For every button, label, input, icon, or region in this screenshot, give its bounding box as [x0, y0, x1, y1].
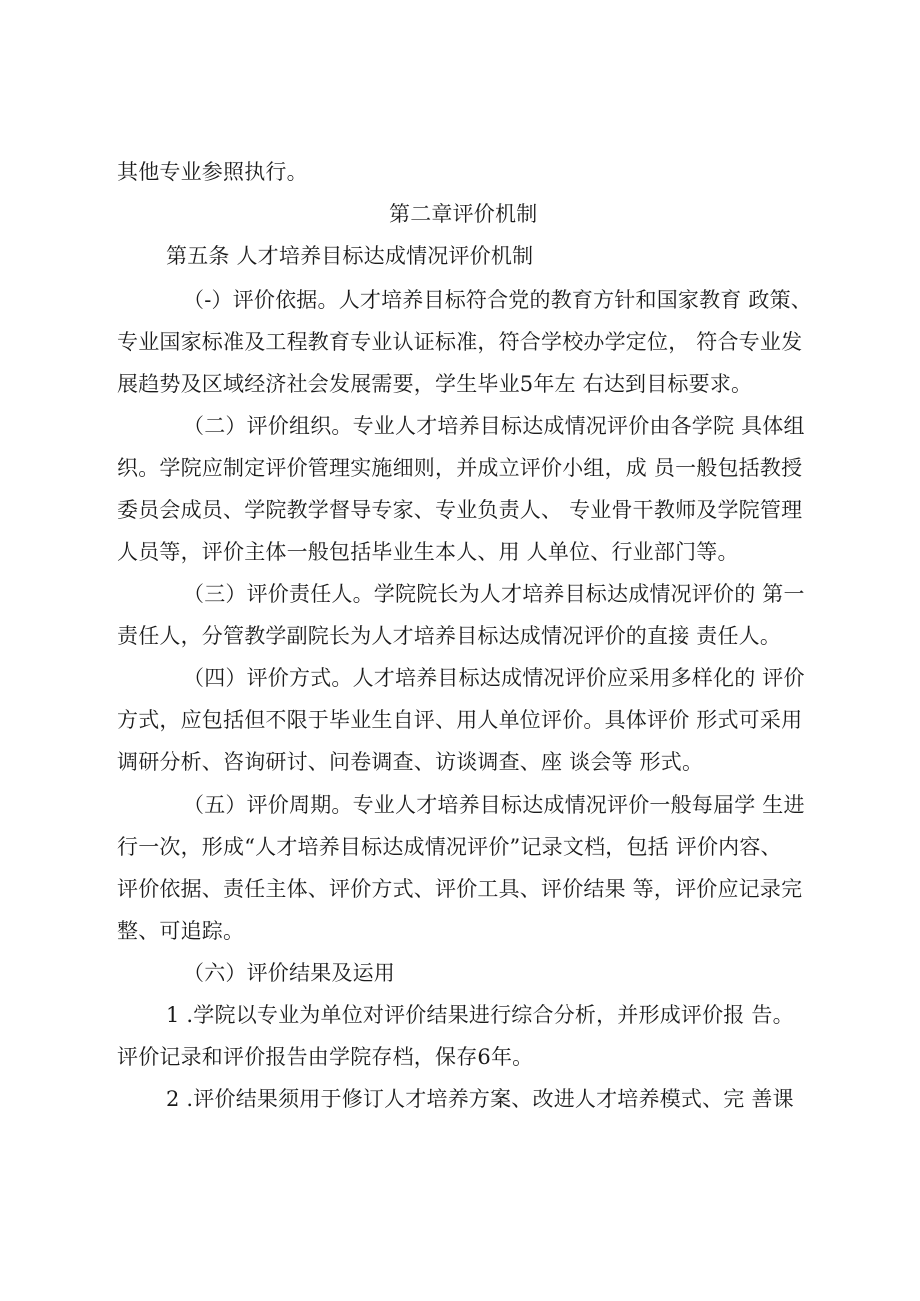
paragraph-line: 人员等，评价主体一般包括毕业生本人、用 人单位、行业部门等。 [117, 540, 739, 564]
paragraph-line: 行一次，形成“人才培养目标达成情况评价”记录文档，包括 评价内容、 [117, 835, 782, 859]
paragraph-line: 调研分析、咨询研讨、问卷调查、访谈调查、座 谈会等 形式。 [117, 750, 704, 774]
paragraph-line: 评价依据、责任主体、评价方式、评价工具、评价结果 等，评价应记录完 [117, 877, 803, 901]
chapter-heading: 第二章评价机制 [389, 202, 538, 226]
paragraph-line: 委员会成员、学院教学督导专家、专业负责人、 专业骨干教师及学院管理 [117, 498, 803, 522]
paragraph-line: 评价记录和评价报告由学院存档，保存6年。 [117, 1045, 534, 1069]
paragraph-line: （二）评价组织。专业人才培养目标达成情况评价由各学院 具体组 [183, 414, 805, 438]
paragraph-line: （三）评价责任人。学院院长为人才培养目标达成情况评价的 第一 [183, 582, 805, 606]
paragraph-line: 专业国家标准及工程教育专业认证标准，符合学校办学定位， 符合专业发 [117, 330, 803, 354]
article-heading: 第五条 人才培养目标达成情况评价机制 [166, 244, 534, 268]
paragraph-line: 方式，应包括但不限于毕业生自评、用人单位评价。具体评价 形式可采用 [117, 708, 803, 732]
paragraph-line: 整、可追踪。 [117, 919, 245, 943]
paragraph-line: 展趋势及区域经济社会发展需要，学生毕业5年左 右达到目标要求。 [117, 372, 753, 396]
list-item: 1 .学院以专业为单位对评价结果进行综合分析，并形成评价报 告。 [166, 1003, 794, 1027]
section-heading: （六）评价结果及运用 [183, 961, 395, 985]
paragraph-line: 织。学院应制定评价管理实施细则，并成立评价小组，成 员一般包括教授 [117, 456, 803, 480]
paragraph-line: （-）评价依据。人才培养目标符合党的教育方针和国家教育 政策、 [183, 288, 812, 312]
paragraph-line: （四）评价方式。人才培养目标达成情况评价应采用多样化的 评价 [183, 666, 805, 690]
list-item: 2 .评价结果须用于修订人才培养方案、改进人才培养模式、完 善课 [166, 1087, 794, 1111]
paragraph-line: （五）评价周期。专业人才培养目标达成情况评价一般每届学 生进 [183, 793, 805, 817]
paragraph-line: 其他专业参照执行。 [117, 160, 308, 184]
paragraph-line: 责任人，分管教学副院长为人才培养目标达成情况评价的直接 责任人。 [117, 624, 782, 648]
